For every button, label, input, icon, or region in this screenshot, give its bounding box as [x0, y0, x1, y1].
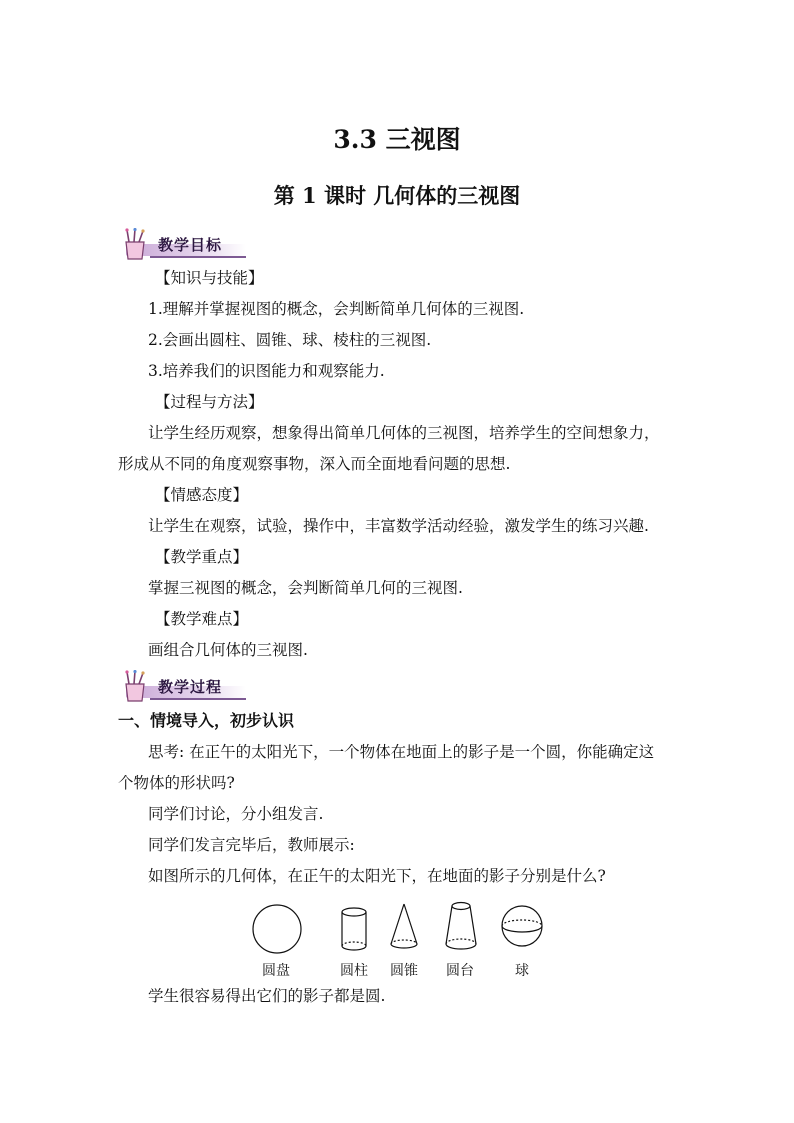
lesson-title: 3.3 三视图: [333, 125, 461, 154]
difficulty-heading: 【教学难点】: [155, 610, 249, 628]
paragraph-line: 让学生在观察，试验，操作中，丰富数学活动经验，激发学生的练习兴趣.: [148, 517, 649, 535]
pencil-cup-icon: [118, 670, 154, 702]
paragraph-line: 画组合几何体的三视图.: [148, 641, 308, 659]
emotion-heading: 【情感态度】: [155, 486, 249, 504]
shape-label-disk: 圆盘: [262, 963, 290, 979]
shape-label-cylinder: 圆柱: [340, 963, 368, 979]
banner-label: 教学目标: [158, 236, 223, 254]
paragraph-line: 同学们讨论，分小组发言.: [148, 805, 324, 823]
shape-label-cone: 圆锥: [390, 963, 418, 979]
goal-item: 3.培养我们的识图能力和观察能力.: [148, 362, 385, 380]
shape-label-frustum: 圆台: [446, 963, 474, 979]
banner-underline: [150, 698, 246, 700]
banner-label: 教学过程: [158, 678, 223, 696]
paragraph-line: 学生很容易得出它们的影子都是圆.: [148, 987, 386, 1005]
section-banner-process: [118, 670, 248, 702]
paragraph-line: 形成从不同的角度观察事物，深入而全面地看问题的思想.: [118, 455, 511, 473]
paragraph-line: 如图所示的几何体，在正午的太阳光下，在地面的影子分别是什么?: [148, 867, 606, 885]
process-heading: 【过程与方法】: [155, 393, 264, 411]
frustum-shape: [446, 903, 476, 950]
paragraph-line: 掌握三视图的概念，会判断简单几何的三视图.: [148, 579, 463, 597]
knowledge-heading: 【知识与技能】: [155, 269, 264, 287]
section-heading: 一、情境导入，初步认识: [118, 711, 295, 730]
cylinder-shape: [342, 908, 366, 950]
goal-item: 1.理解并掌握视图的概念，会判断简单几何体的三视图.: [148, 300, 525, 318]
disk-shape: [253, 905, 301, 953]
paragraph-line: 个物体的形状吗?: [118, 774, 235, 792]
paragraph-line: 让学生经历观察，想象得出简单几何体的三视图，培养学生的空间想象力，: [148, 424, 660, 442]
banner-underline: [150, 256, 246, 258]
key-heading: 【教学重点】: [155, 548, 249, 566]
section-banner-goals: [118, 228, 248, 260]
paragraph-line: 思考: 在正午的太阳光下，一个物体在地面上的影子是一个圆，你能确定这: [148, 743, 655, 761]
paragraph-line: 同学们发言完毕后，教师展示:: [148, 836, 355, 854]
solids-figure: [240, 898, 560, 956]
lesson-subtitle: 第 1 课时 几何体的三视图: [273, 183, 521, 208]
sphere-shape: [502, 906, 542, 946]
shape-label-sphere: 球: [515, 963, 529, 979]
pencil-cup-icon: [118, 228, 154, 260]
goal-item: 2.会画出圆柱、圆锥、球、棱柱的三视图.: [148, 331, 432, 349]
cone-shape: [391, 904, 417, 948]
